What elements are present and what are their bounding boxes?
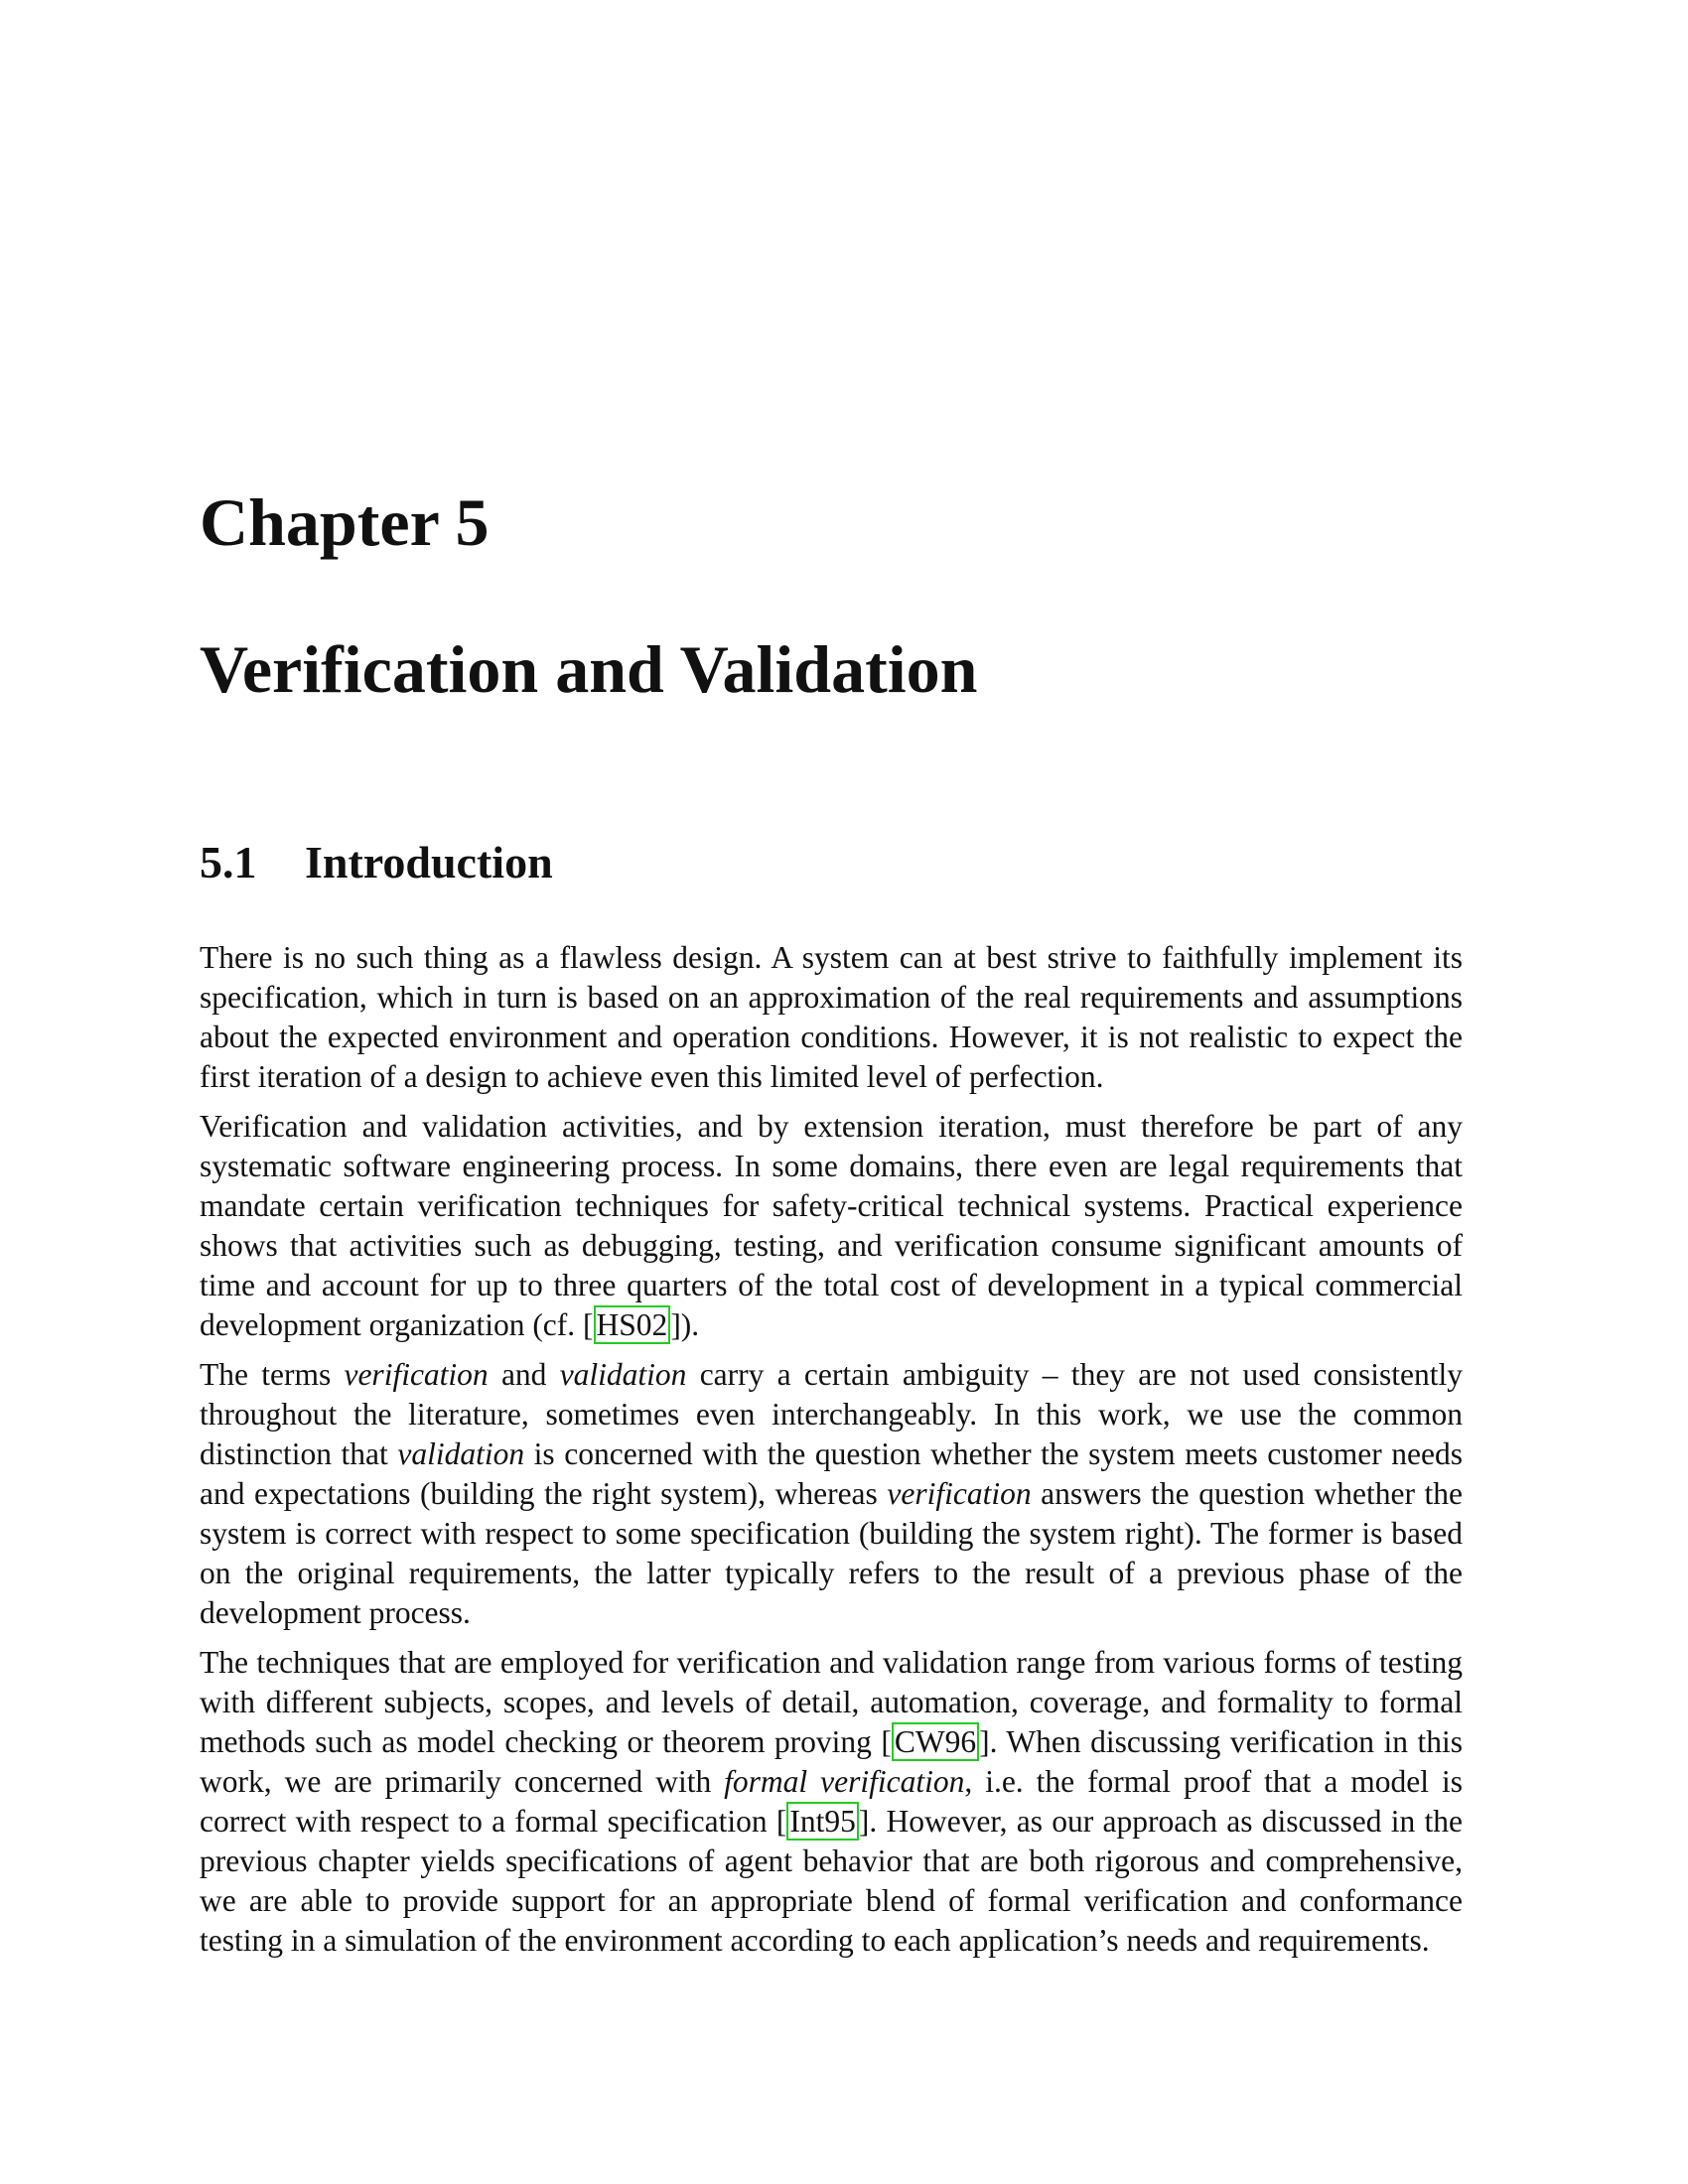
emphasis-formal-verification: formal verification (724, 1764, 965, 1799)
paragraph-2: Verification and validation activities, and by extension iteration, must therefore be part of any systematic software engineering process. In some domains, there even are legal requirements that mandate certain verification techniques for safety-critical technical systems. Practical experience shows that activities such as debugging, testing, and verification consume significant amounts of time and account for up to three quarters of the total cost of development in a typical commercial development organization (cf. [HS02]). (200, 1109, 1463, 1342)
paragraph-4: The techniques that are employed for verification and validation range from various forms of testing with different subjects, scopes, and levels of detail, automation, coverage, and formality to formal methods such as model checking or theorem proving [CW96]. When discussing verification in this work, we are primarily concerned with formal verification, i.e. the formal proof that a model is correct with respect to a formal specification [Int95]. However, as our approach as discussed in the previous chapter yields specifications of agent behavior that are both rigorous and comprehensive, we are able to provide support for an appropriate blend of formal verification and conformance testing in a simulation of the environment according to each application’s needs and requirements. (200, 1645, 1463, 1958)
emphasis-verification: verification (887, 1476, 1032, 1511)
emphasis-validation: validation (559, 1357, 687, 1392)
paragraph-1: There is no such thing as a flawless design. A system can at best strive to faithfully implement its specification, which in turn is based on an approximation of the real requirements and assumptions about the expected environment and operation conditions. However, it is not realistic to expect the first iteration of a design to achieve even this limited level of perfection. (200, 940, 1463, 1094)
emphasis-verification: verification (344, 1357, 489, 1392)
section-heading (200, 837, 553, 887)
section-title: Introduction (305, 837, 553, 887)
body-text (200, 938, 1463, 1971)
citation-link-int95[interactable]: Int95 (786, 1802, 859, 1841)
citation-link-cw96[interactable]: CW96 (892, 1722, 979, 1761)
emphasis-validation: validation (397, 1436, 525, 1471)
section-number: 5.1 (200, 837, 257, 887)
chapter-title: Verification and Validation (200, 631, 978, 707)
chapter-label: Chapter 5 (200, 484, 490, 560)
citation-link-hs02[interactable]: HS02 (594, 1305, 671, 1344)
paragraph-3: The terms verification and validation carry a certain ambiguity – they are not used consistently throughout the literature, sometimes even interchangeably. In this work, we use the common distinction that validation is concerned with the question whether the system meets customer needs and expectations (building the right system), whereas verification answers the question whether the system is correct with respect to some specification (building the system right). The former is based on the original requirements, the latter typically refers to the result of a previous phase of the development process. (200, 1357, 1464, 1630)
